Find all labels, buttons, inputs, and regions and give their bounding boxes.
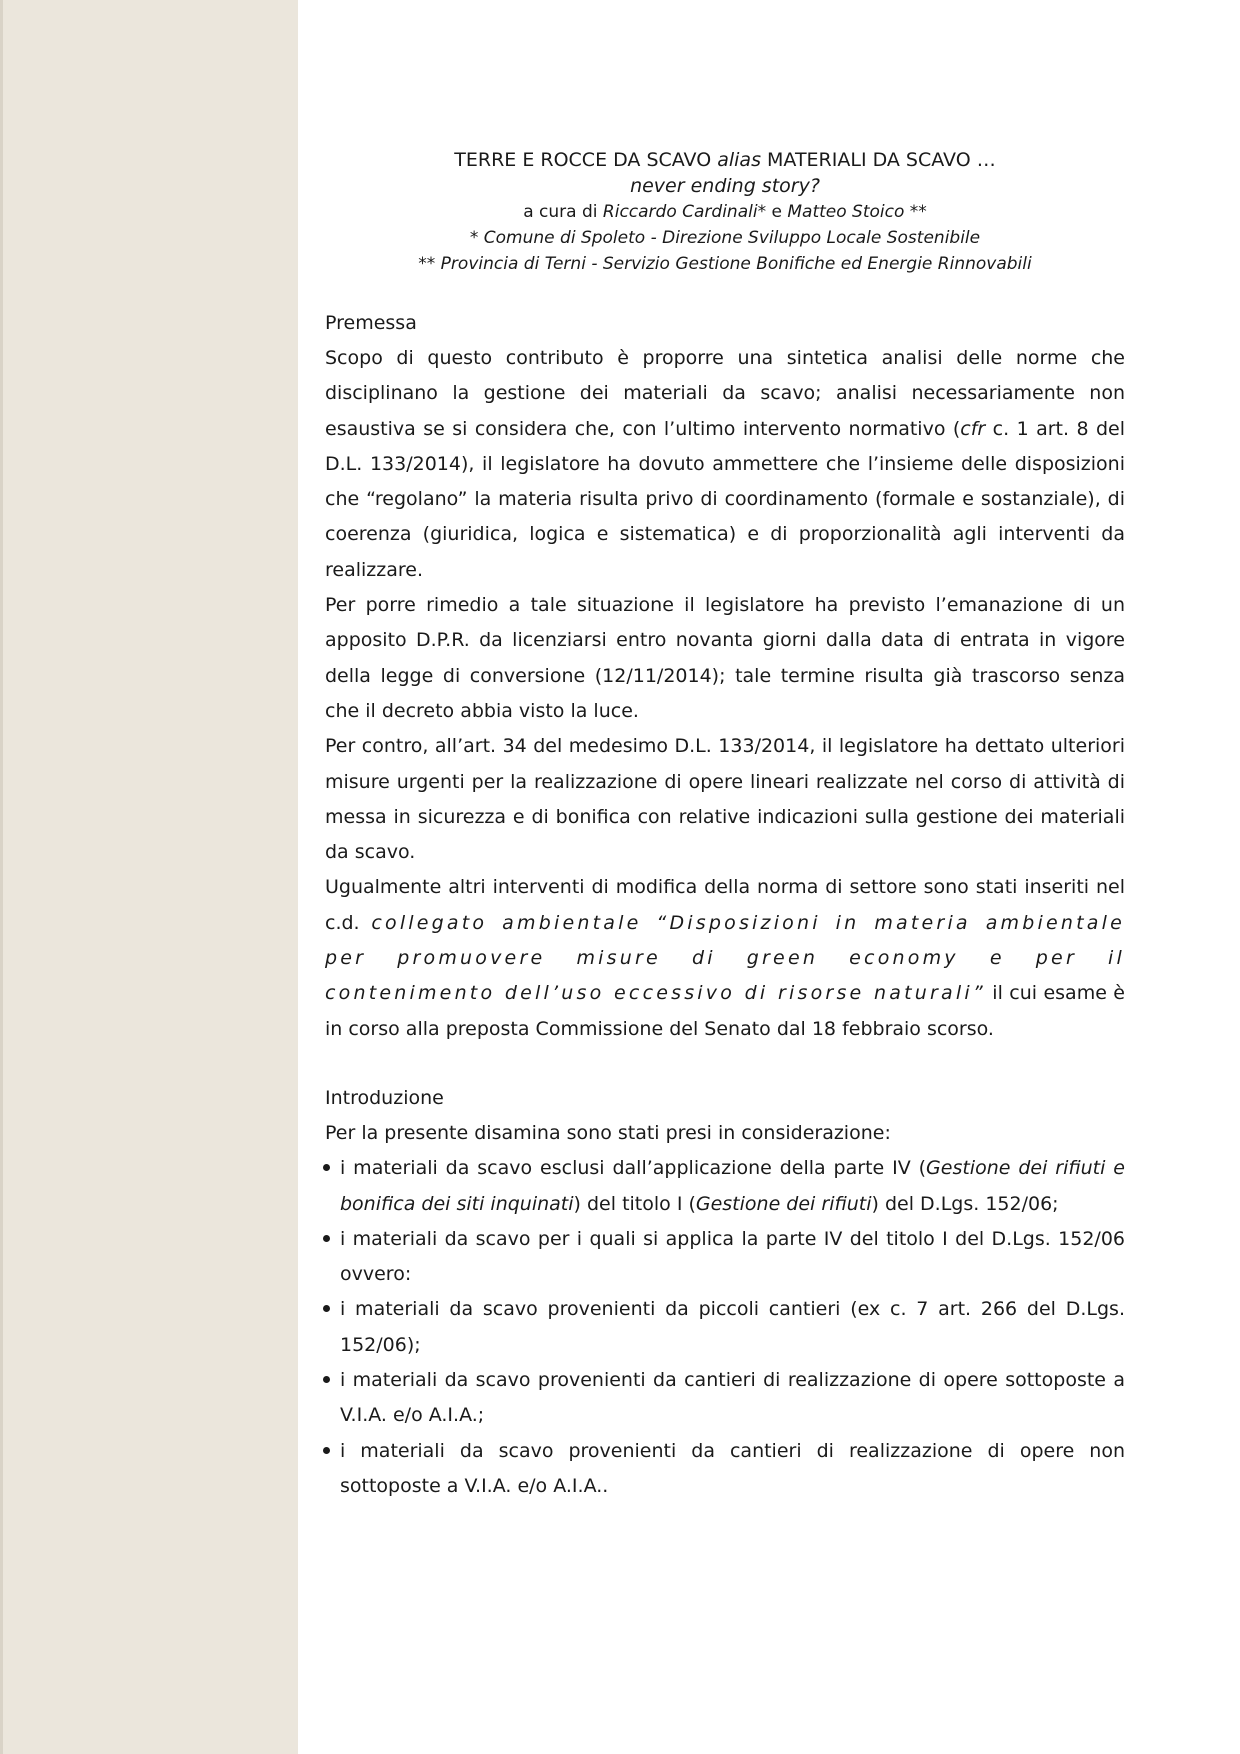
document-subtitle: never ending story? <box>630 175 820 197</box>
title-alias: alias <box>717 149 761 171</box>
bullet-icon <box>323 1235 330 1242</box>
text-run: il cui esame è in corso alla preposta Commissione del Senato dal 18 febbraio scorso. <box>325 982 1125 1040</box>
title-part2: MATERIALI DA SCAVO … <box>767 149 996 171</box>
section-premessa <box>325 306 1125 1047</box>
list-item <box>325 1434 1125 1505</box>
text-run-italic: cfr <box>960 417 986 440</box>
list-item <box>325 1363 1125 1434</box>
section-introduzione <box>325 1081 1125 1504</box>
left-margin-band <box>0 0 298 1754</box>
paragraph <box>325 341 1125 588</box>
paragraph: Per porre rimedio a tale situazione il legislatore ha previsto l’emanazione di un apposito D.P.R. da licenziarsi entro novanta giorni dalla data di entrata in vigore della legge di conversione (12/11/2014); tale termine risulta già trascorso senza che il decreto abbia visto la luce. <box>325 594 1125 722</box>
bullet-icon <box>323 1447 330 1454</box>
text-run: c. 1 art. 8 del D.L. 133/2014), il legislatore ha dovuto ammettere che l’insieme delle disposizioni che “regolano” la materia risulta privo di coordinamento (formale e sostanziale), di coerenza (giuridica, logica e sistematica) e di proporzionalità agli interventi da realizzare. <box>325 417 1125 581</box>
bullet-icon <box>323 1305 330 1312</box>
considerations-list <box>325 1151 1125 1504</box>
text-run-italic: Gestione dei rifiuti e bonifica dei siti inquinati <box>340 1157 1125 1215</box>
list-item <box>325 1222 1125 1293</box>
authors-conj: e <box>771 202 782 222</box>
text-run-italic: collegato ambientale “Disposizioni in materia ambientale per promuovere misure di green economy e per il contenimento dell’uso eccessivo di risorse naturali” <box>325 911 1125 1005</box>
paragraph <box>325 870 1125 1046</box>
text-run: i materiali da scavo esclusi dall’applicazione della parte IV ( <box>340 1157 927 1180</box>
section-title-introduzione: Introduzione <box>325 1087 444 1109</box>
affiliation-1: * Comune di Spoleto - Direzione Sviluppo Locale Sostenibile <box>469 228 981 248</box>
bullet-icon <box>323 1376 330 1383</box>
authors-prefix: a cura di <box>523 202 598 222</box>
text-run: ) del titolo I ( <box>573 1192 696 1215</box>
authors-line <box>325 199 1125 225</box>
text-run: i materiali da scavo provenienti da cantieri di realizzazione di opere non sottoposte a V.I.A. e/o A.I.A.. <box>340 1439 1125 1497</box>
text-run: i materiali da scavo provenienti da cantieri di realizzazione di opere sottoposte a V.I.A. e/o A.I.A.; <box>340 1369 1125 1427</box>
list-item <box>325 1151 1125 1222</box>
title-part1: TERRE E ROCCE DA SCAVO <box>454 149 712 171</box>
text-run-italic: Gestione dei rifiuti <box>695 1192 872 1215</box>
author-1: Riccardo Cardinali* <box>602 202 767 222</box>
left-margin-edge <box>0 0 3 1754</box>
text-run: Scopo di questo contributo è proporre una sintetica analisi delle norme che disciplinano la gestione dei materiali da scavo; analisi necessariamente non esaustiva se si considera che, con l’ultimo intervento normativo ( <box>325 347 1125 440</box>
text-run: ) del D.Lgs. 152/06; <box>871 1192 1059 1215</box>
paragraph: Per la presente disamina sono stati presi in considerazione: <box>325 1122 891 1144</box>
list-item <box>325 1292 1125 1363</box>
text-run: Ugualmente altri interventi di modifica della norma di settore sono stati inseriti nel c.d. <box>325 876 1125 934</box>
affiliation-2: ** Provincia di Terni - Servizio Gestione Bonifiche ed Energie Rinnovabili <box>418 254 1032 274</box>
paragraph: Per contro, all’art. 34 del medesimo D.L. 133/2014, il legislatore ha dettato ulteriori misure urgenti per la realizzazione di opere lineari realizzate nel corso di attività di messa in sicurezza e di bonifica con relative indicazioni sulla gestione dei materiali da scavo. <box>325 735 1125 864</box>
author-2: Matteo Stoico ** <box>787 202 927 222</box>
bullet-icon <box>323 1164 330 1171</box>
text-run: i materiali da scavo provenienti da piccoli cantieri (ex c. 7 art. 266 del D.Lgs. 152/06); <box>340 1298 1125 1356</box>
document-title <box>325 147 1125 173</box>
text-run: i materiali da scavo per i quali si applica la parte IV del titolo I del D.Lgs. 152/06 ovvero: <box>340 1227 1125 1286</box>
section-title-premessa: Premessa <box>325 312 417 334</box>
